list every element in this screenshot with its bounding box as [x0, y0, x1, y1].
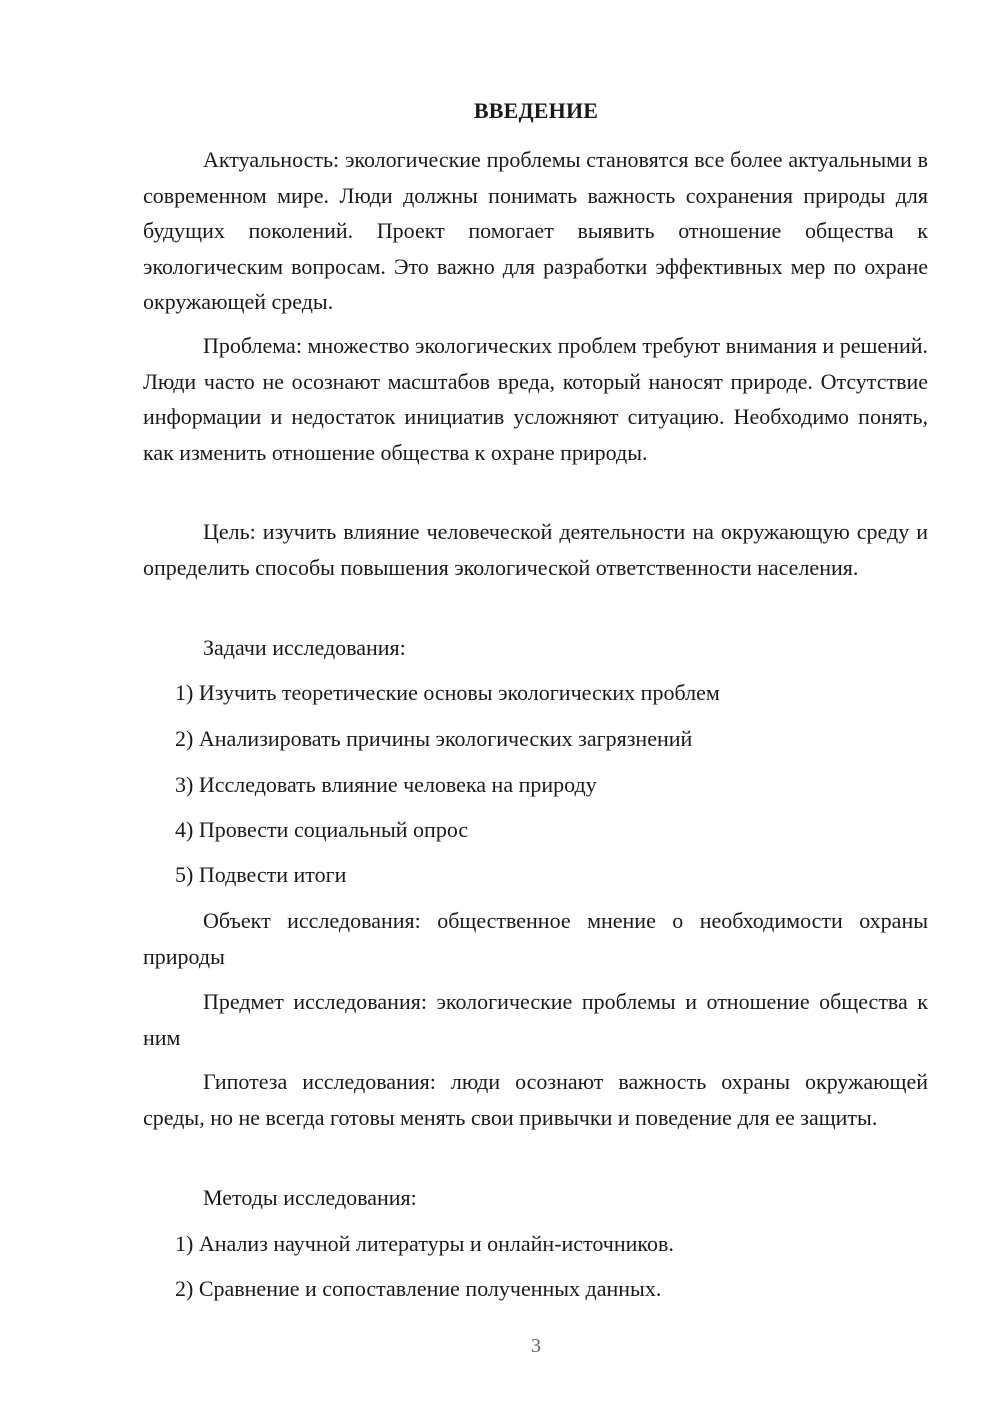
method-item: 2) Сравнение и сопоставление полученных данных. [175, 1276, 662, 1301]
hypothesis-paragraph: Гипотеза исследования: люди осознают важность охраны окружающей среды, но не всегда готовы менять свои привычки и поведение для ее защиты. [143, 1069, 928, 1130]
subject-paragraph: Предмет исследования: экологические проблемы и отношение общества к ним [143, 989, 928, 1050]
problem-paragraph: Проблема: множество экологических проблем требуют внимания и решений. Люди часто не осознают масштабов вреда, который наносят природе. Отсутствие информации и недостаток инициатив усложняют ситуацию. Необходимо понять, как изменить отношение общества к охране природы. [143, 333, 928, 465]
object-paragraph: Объект исследования: общественное мнение о необходимости охраны природы [143, 908, 928, 969]
methods-label: Методы исследования: [203, 1185, 417, 1210]
method-item: 1) Анализ научной литературы и онлайн-источников. [175, 1231, 674, 1256]
tasks-label: Задачи исследования: [203, 635, 406, 660]
relevance-paragraph: Актуальность: экологические проблемы становятся все более актуальными в современном мире. Люди должны понимать важность сохранения природы для будущих поколений. Проект помогает выявить отношение общества к экологическим вопросам. Это важно для разработки эффективных мер по охране окружающей среды. [143, 147, 928, 314]
section-title: ВВЕДЕНИЕ [473, 98, 599, 123]
task-item: 3) Исследовать влияние человека на природу [175, 772, 597, 797]
goal-paragraph: Цель: изучить влияние человеческой деятельности на окружающую среду и определить способы повышения экологической ответственности населения. [143, 519, 928, 580]
task-item: 1) Изучить теоретические основы экологических проблем [175, 680, 720, 705]
task-item: 2) Анализировать причины экологических загрязнений [175, 726, 693, 751]
task-item: 4) Провести социальный опрос [175, 817, 469, 842]
task-item: 5) Подвести итоги [175, 862, 347, 887]
page-number: 3 [531, 1335, 541, 1357]
